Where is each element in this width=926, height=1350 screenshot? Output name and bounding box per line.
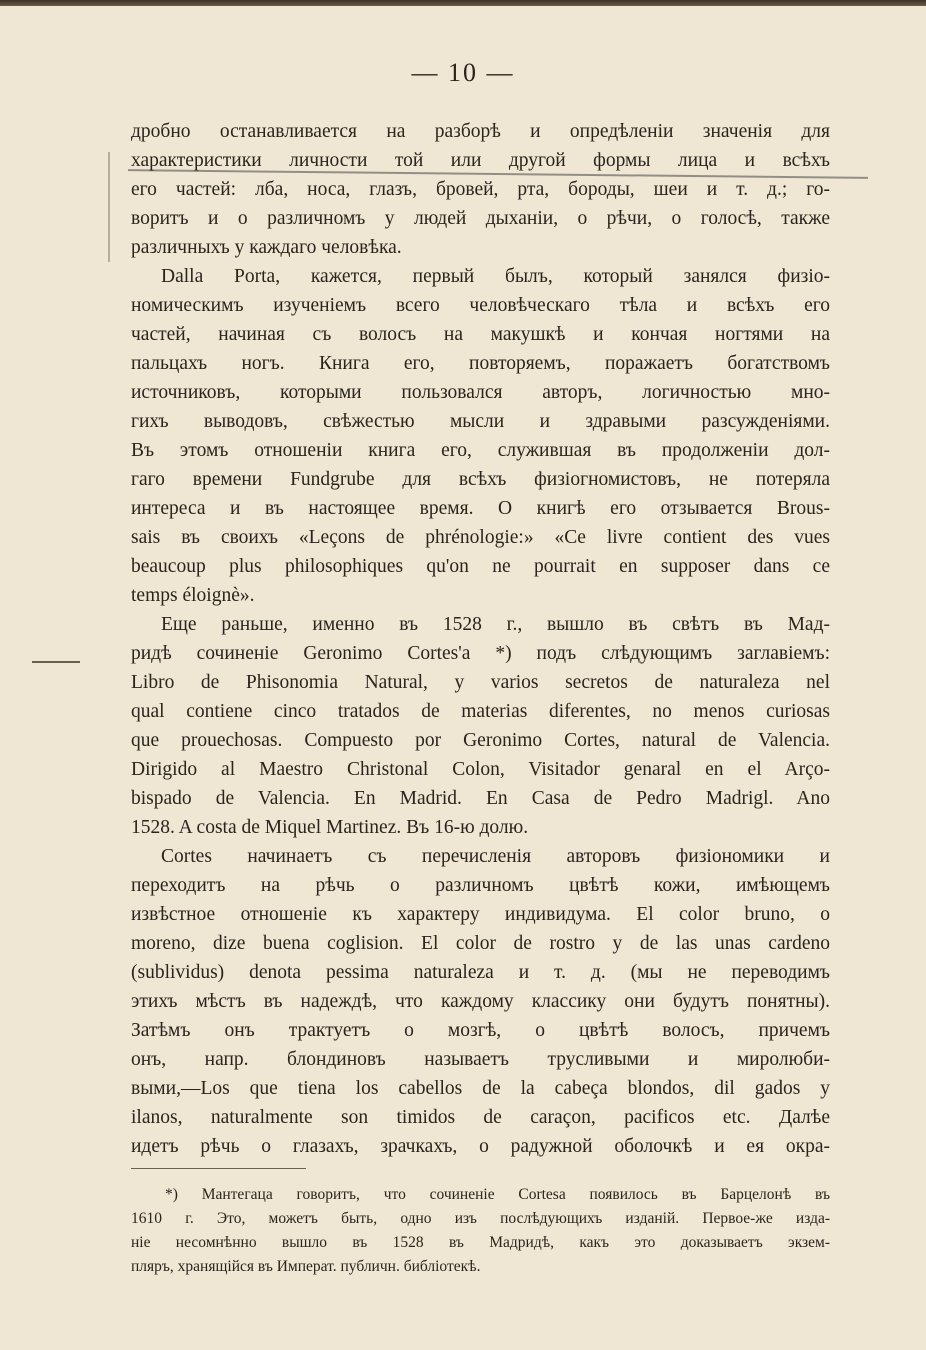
text-line: ilanos, naturalmente son timidos de caraçon, pacificos etc. Далѣе bbox=[131, 1107, 830, 1128]
text-line: temps éloignè». bbox=[131, 585, 255, 606]
text-line: онъ, напр. блондиновъ называетъ трусливыми и миролюби- bbox=[131, 1049, 830, 1070]
text-line: идетъ рѣчь о глазахъ, зрачкахъ, о радужной оболочкѣ и ея окра- bbox=[131, 1136, 830, 1157]
text-line: переходитъ на рѣчь о различномъ цвѣтѣ кожи, имѣющемъ bbox=[131, 875, 830, 896]
page-number: — 10 — bbox=[411, 58, 515, 87]
text-line: этихъ мѣстъ въ надеждѣ, что каждому классику они будутъ понятны). bbox=[131, 991, 830, 1012]
footnote-line: 1610 г. Это, можетъ быть, одно изъ послѣдующихъ изданій. Первое-же изда- bbox=[131, 1210, 830, 1227]
footnote-line: пляръ, хранящійся въ Императ. публичн. библіотекѣ. bbox=[131, 1258, 481, 1275]
text-line: характеристики личности той или другой формы лица и всѣхъ bbox=[131, 150, 830, 171]
text-line: источниковъ, которыми пользовался авторъ, логичностью мно- bbox=[131, 382, 830, 403]
text-line: его частей: лба, носа, глазъ, бровей, рта, бороды, шеи и т. д.; го- bbox=[131, 179, 830, 200]
text-line: ридѣ сочиненіе Geronimo Cortes'a *) подъ слѣдующимъ заглавіемъ: bbox=[131, 643, 830, 664]
text-line: Dirigido al Maestro Christonal Colon, Visitador genaral en el Arço- bbox=[131, 759, 830, 780]
body-text bbox=[131, 117, 830, 1161]
text-line: 1528. A costa de Miquel Martinez. Въ 16-ю долю. bbox=[131, 817, 529, 838]
text-line: beaucoup plus philosophiques qu'on ne pourrait en supposer dans ce bbox=[131, 556, 830, 577]
text-line: (sublividus) denota pessima naturaleza и т. д. (мы не переводимъ bbox=[131, 962, 830, 983]
pencil-margin-mark bbox=[108, 152, 110, 262]
page-top-edge bbox=[0, 0, 926, 6]
text-line: Cortes начинаетъ съ перечисленія авторовъ физіономики и bbox=[161, 846, 830, 867]
text-line: гихъ выводовъ, свѣжестью мысли и здравыми разсужденіями. bbox=[131, 411, 830, 432]
text-line: bispado de Valencia. En Madrid. En Casa de Pedro Madrigl. Ano bbox=[131, 788, 830, 809]
footnote-line: *) Мантегаца говоритъ, что сочиненіе Cortesa появилось въ Барцелонѣ въ bbox=[165, 1186, 830, 1203]
text-line: интереса и въ настоящее время. О книгѣ его отзывается Brous- bbox=[131, 498, 830, 519]
footnote-separator bbox=[131, 1168, 306, 1169]
text-line: различныхъ у каждаго человѣка. bbox=[131, 237, 402, 258]
footnote-line: ніе несомнѣнно вышло въ 1528 въ Мадридѣ, какъ это доказываетъ экзем- bbox=[131, 1234, 830, 1251]
text-line: Затѣмъ онъ трактуетъ о мозгѣ, о цвѣтѣ волосъ, причемъ bbox=[131, 1020, 830, 1041]
text-line: номическимъ изученіемъ всего человѣческаго тѣла и всѣхъ его bbox=[131, 295, 830, 316]
text-line: Еще раньше, именно въ 1528 г., вышло въ свѣтъ въ Мад- bbox=[161, 614, 830, 635]
text-line: гаго времени Fundgrube для всѣхъ физіогномистовъ, не потеряла bbox=[131, 469, 830, 490]
text-line: que prouechosas. Compuesto por Geronimo Cortes, natural de Valencia. bbox=[131, 730, 830, 751]
text-line: Въ этомъ отношеніи книга его, служившая въ продолженіи дол- bbox=[131, 440, 830, 461]
text-line: Dalla Porta, кажется, первый былъ, который занялся физіо- bbox=[161, 266, 830, 287]
text-line: пальцахъ ногъ. Книга его, повторяемъ, поражаетъ богатствомъ bbox=[131, 353, 830, 374]
footnote bbox=[131, 1183, 830, 1279]
text-line: выми,—Los que tiena los cabellos de la cabeça blondos, dil gados y bbox=[131, 1078, 830, 1099]
text-line: воритъ и о различномъ у людей дыханіи, о рѣчи, о голосѣ, также bbox=[131, 208, 830, 229]
text-line: qual contiene cinco tratados de materias diferentes, no menos curiosas bbox=[131, 701, 830, 722]
text-line: частей, начиная съ волосъ на макушкѣ и кончая ногтями на bbox=[131, 324, 830, 345]
margin-dash-mark bbox=[32, 661, 80, 663]
text-line: Libro de Phisonomia Natural, y varios secretos de naturaleza nel bbox=[131, 672, 830, 693]
text-line: moreno, dize buena coglision. El color de rostro y de las unas cardeno bbox=[131, 933, 830, 954]
text-line: sais въ своихъ «Leçons de phrénologie:» «Ce livre contient des vues bbox=[131, 527, 830, 548]
text-line: извѣстное отношеніе къ характеру индивидума. El color bruno, o bbox=[131, 904, 830, 925]
text-line: дробно останавливается на разборѣ и опредѣленіи значенія для bbox=[131, 121, 830, 142]
